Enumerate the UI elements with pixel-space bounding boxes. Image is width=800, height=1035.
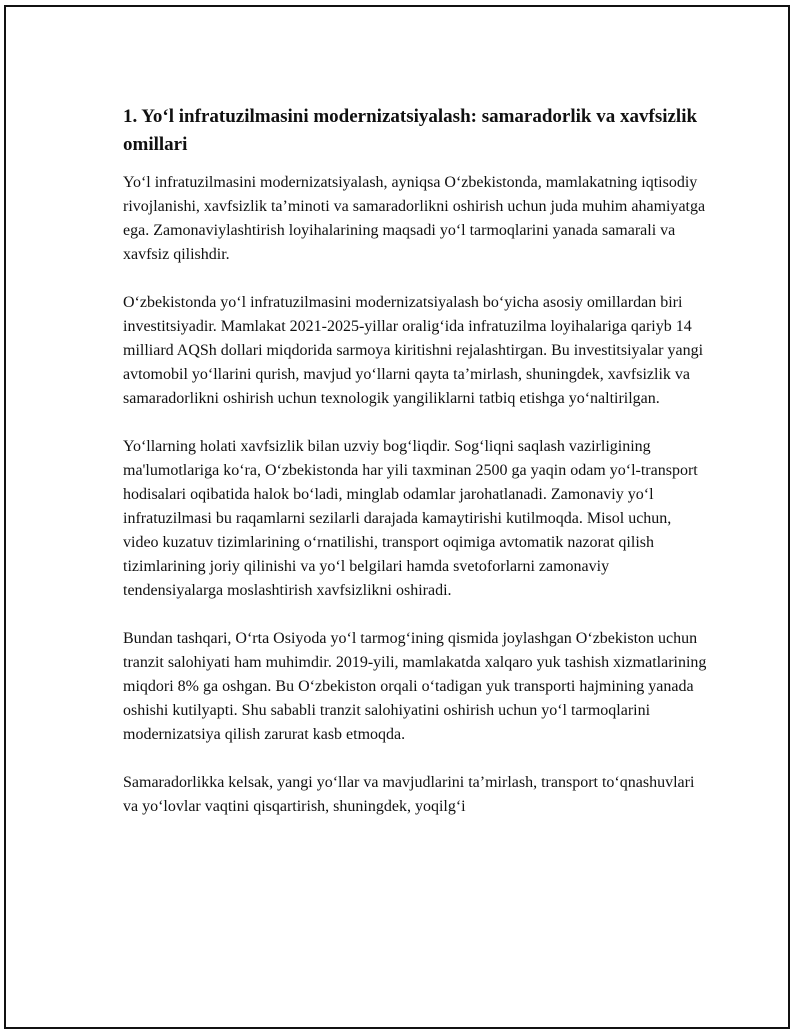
paragraph-intro: Yo‘l infratuzilmasini modernizatsiyalash, ayniqsa O‘zbekistonda, mamlakatning iqtisodiy rivojlanishi, xavfsizlik ta’minoti va samaradorlikni oshirish uchun juda muhim ahamiyatga ega. Zamonaviylashtirish loyihalarining maqsadi yo‘l tarmoqlarini yanada samarali va xavfsiz qilishdir. [123, 174, 706, 263]
paragraph-investment: O‘zbekistonda yo‘l infratuzilmasini modernizatsiyalash bo‘yicha asosiy omillardan biri investitsiyadir. Mamlakat 2021-2025-yillar oralig‘ida infratuzilma loyihalariga qariyb 14 milliard AQSh dollari miqdorida sarmoya kiritishni rejalashtirgan. Bu investitsiyalar yangi avtomobil yo‘llarini qurish, mavjud yo‘llarni qayta ta’mirlash, shuningdek, xavfsizlik va samaradorlikni oshirish uchun texnologik yangiliklarni tatbiq etishga yo‘naltirilgan. [123, 294, 704, 407]
section-heading: 1. Yo‘l infratuzilmasini modernizatsiyalash: samaradorlik va xavfsizlik omillari [123, 106, 698, 155]
paragraph-safety: Yo‘llarning holati xavfsizlik bilan uzviy bog‘liqdir. Sog‘liqni saqlash vazirligining ma'lumotlariga ko‘ra, O‘zbekistonda har yili taxminan 2500 ga yaqin odam yo‘l-transport hodisalari oqibatida halok bo‘ladi, minglab odamlar jarohatlanadi. Zamonaviy yo‘l infratuzilmasi bu raqamlarni sezilarli darajada kamaytirishi kutilmoqda. Misol uchun, video kuzatuv tizimlarining o‘rnatilishi, transport oqimiga avtomatik nazorat qilish tizimlarining joriy qilinishi va yo‘l belgilari hamda svetoforlarni zamonaviy tendensiyalarga moslashtirish xavfsizlikni oshiradi. [123, 438, 698, 599]
paragraph-efficiency: Samaradorlikka kelsak, yangi yo‘llar va mavjudlarini ta’mirlash, transport to‘qnashuvlari va yo‘lovlar vaqtini qisqartirish, shuningdek, yoqilg‘i [123, 774, 695, 815]
document-body [123, 103, 709, 843]
page-frame [4, 5, 790, 1029]
paragraph-transit: Bundan tashqari, O‘rta Osiyoda yo‘l tarmog‘ining qismida joylashgan O‘zbekiston uchun tranzit salohiyati ham muhimdir. 2019-yili, mamlakatda xalqaro yuk tashish xizmatlarining miqdori 8% ga oshgan. Bu O‘zbekiston orqali o‘tadigan yuk transporti hajmining yanada oshishi kutilyapti. Shu sababli tranzit salohiyatini oshirish uchun yo‘l tarmoqlarini modernizatsiya qilish zarurat kasb etmoqda. [123, 630, 707, 743]
